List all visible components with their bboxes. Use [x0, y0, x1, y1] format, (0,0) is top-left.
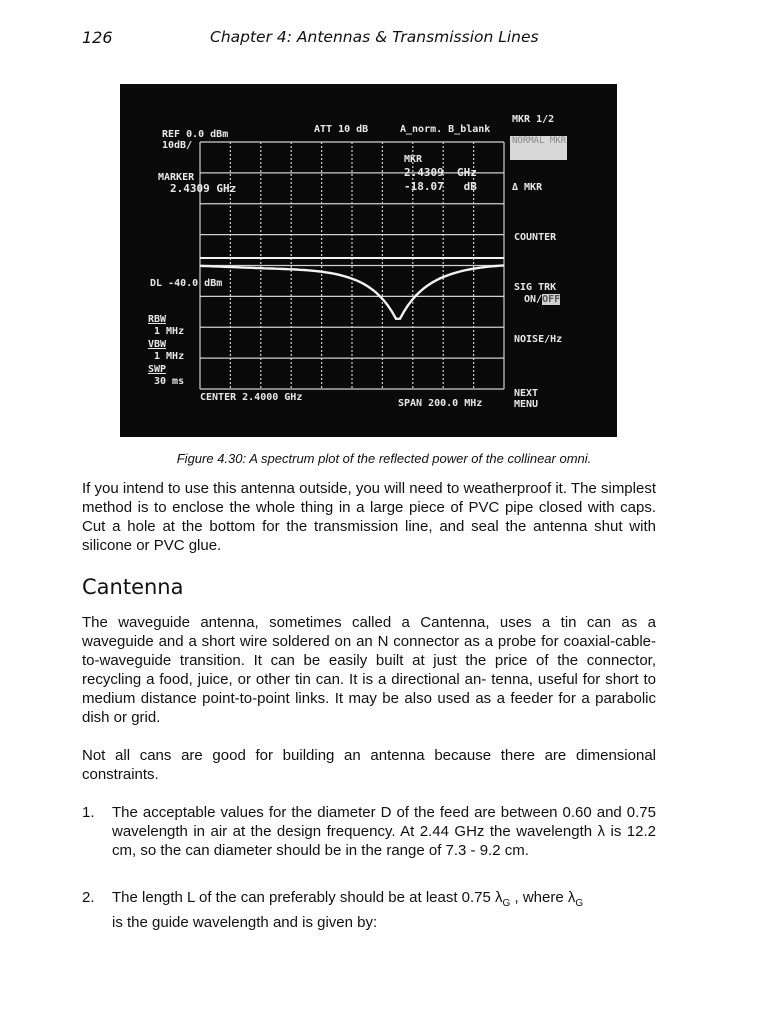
cantenna-intro-part-1: The waveguide antenna, sometimes called a Cantenna, uses a tin can as a waveguide and a short wire soldered on an N connector as a probe for coaxial-cable-to-waveguide transition. It can be easily built at just the price of the connector, recycling a food, juice, or other tin can. It is a directional an-: [82, 614, 656, 688]
list-text-2: The length L of the can preferably should be at least 0.75 $\lambda_G$ , where $\lambda_G$ is the guide wavelength and is given by:: [112, 889, 584, 931]
paragraph-constraints: Not all cans are good for building an antenna because there are dimensional constraints.: [82, 747, 656, 783]
sig-trk-off: OFF: [542, 294, 561, 305]
figure-caption: Figure 4.30: A spectrum plot of the reflected power of the collinear omni.: [176, 451, 592, 466]
screen-mode: A_norm. B_blank: [400, 124, 491, 135]
page-number: 126: [82, 28, 113, 47]
normal-mkr-softkey: NORMAL MKR: [510, 136, 567, 160]
softkey-sig-trk-on: ON/OFF: [524, 294, 561, 305]
softkey-counter: COUNTER: [514, 232, 557, 243]
screen-mkr-readout-freq: 2.4309 GHz: [404, 166, 477, 179]
screen-mkr-page: MKR 1/2: [512, 114, 555, 125]
screen-vbw-value: 1 MHz: [154, 351, 185, 362]
softkey-noise: NOISE/Hz: [514, 334, 563, 345]
page-header: [82, 28, 702, 50]
paragraph-cantenna-intro: [82, 613, 656, 727]
softkey-delta-mkr: Δ MKR: [512, 182, 543, 193]
screen-attenuation: ATT 10 dB: [314, 124, 369, 135]
screen-vbw-label: VBW: [148, 339, 167, 350]
chapter-title: Chapter 4: Antennas & Transmission Lines: [210, 28, 539, 46]
list-number-2: 2.: [82, 889, 95, 906]
softkey-next-menu: NEXT MENU: [514, 388, 539, 410]
spectrum-analyzer-photo: [120, 84, 617, 437]
screen-swp-label: SWP: [148, 364, 167, 375]
screen-mkr-readout-level: -18.07 dB: [404, 180, 477, 193]
list-text-1: The acceptable values for the diameter D of the feed are between 0.60 and 0.75 wavelength in air at the design frequency. At 2.44 GHz the wavelength λ is 12.2 cm, so the can diameter should be in the range of 7.3 - 9.2 cm.: [112, 804, 656, 859]
screen-marker-label: MARKER: [158, 172, 195, 183]
screen-rbw-value: 1 MHz: [154, 326, 185, 337]
paragraph-weatherproof: If you intend to use this antenna outside, you will need to weatherproof it. The simplest method is to enclose the whole thing in a large piece of PVC pipe closed with caps. Cut a hole at the bottom for the transmission line, and seal the antenna shut with silicone or PVC glue.: [82, 480, 656, 554]
list-number-1: 1.: [82, 804, 95, 821]
cantenna-intro-part-2: tenna, useful for short to medium distance point-to-point links. It may be also used as a feeder for a parabolic dish or grid.: [82, 671, 657, 726]
screen-display-line: DL -40.0 dBm: [150, 278, 223, 289]
section-heading-cantenna: Cantenna: [82, 575, 184, 599]
screen-span: SPAN 200.0 MHz: [398, 398, 483, 409]
softkey-sig-trk: SIG TRK: [514, 282, 557, 293]
screen-ref-level: REF 0.0 dBm: [162, 129, 229, 140]
screen-mkr-readout-label: MKR: [404, 154, 423, 165]
screen-marker-value: 2.4309 GHz: [170, 182, 237, 195]
screen-rbw-label: RBW: [148, 314, 167, 325]
screen-scale: 10dB/: [162, 140, 193, 151]
screen-swp-value: 30 ms: [154, 376, 185, 387]
screen-center-freq: CENTER 2.4000 GHz: [200, 392, 303, 403]
